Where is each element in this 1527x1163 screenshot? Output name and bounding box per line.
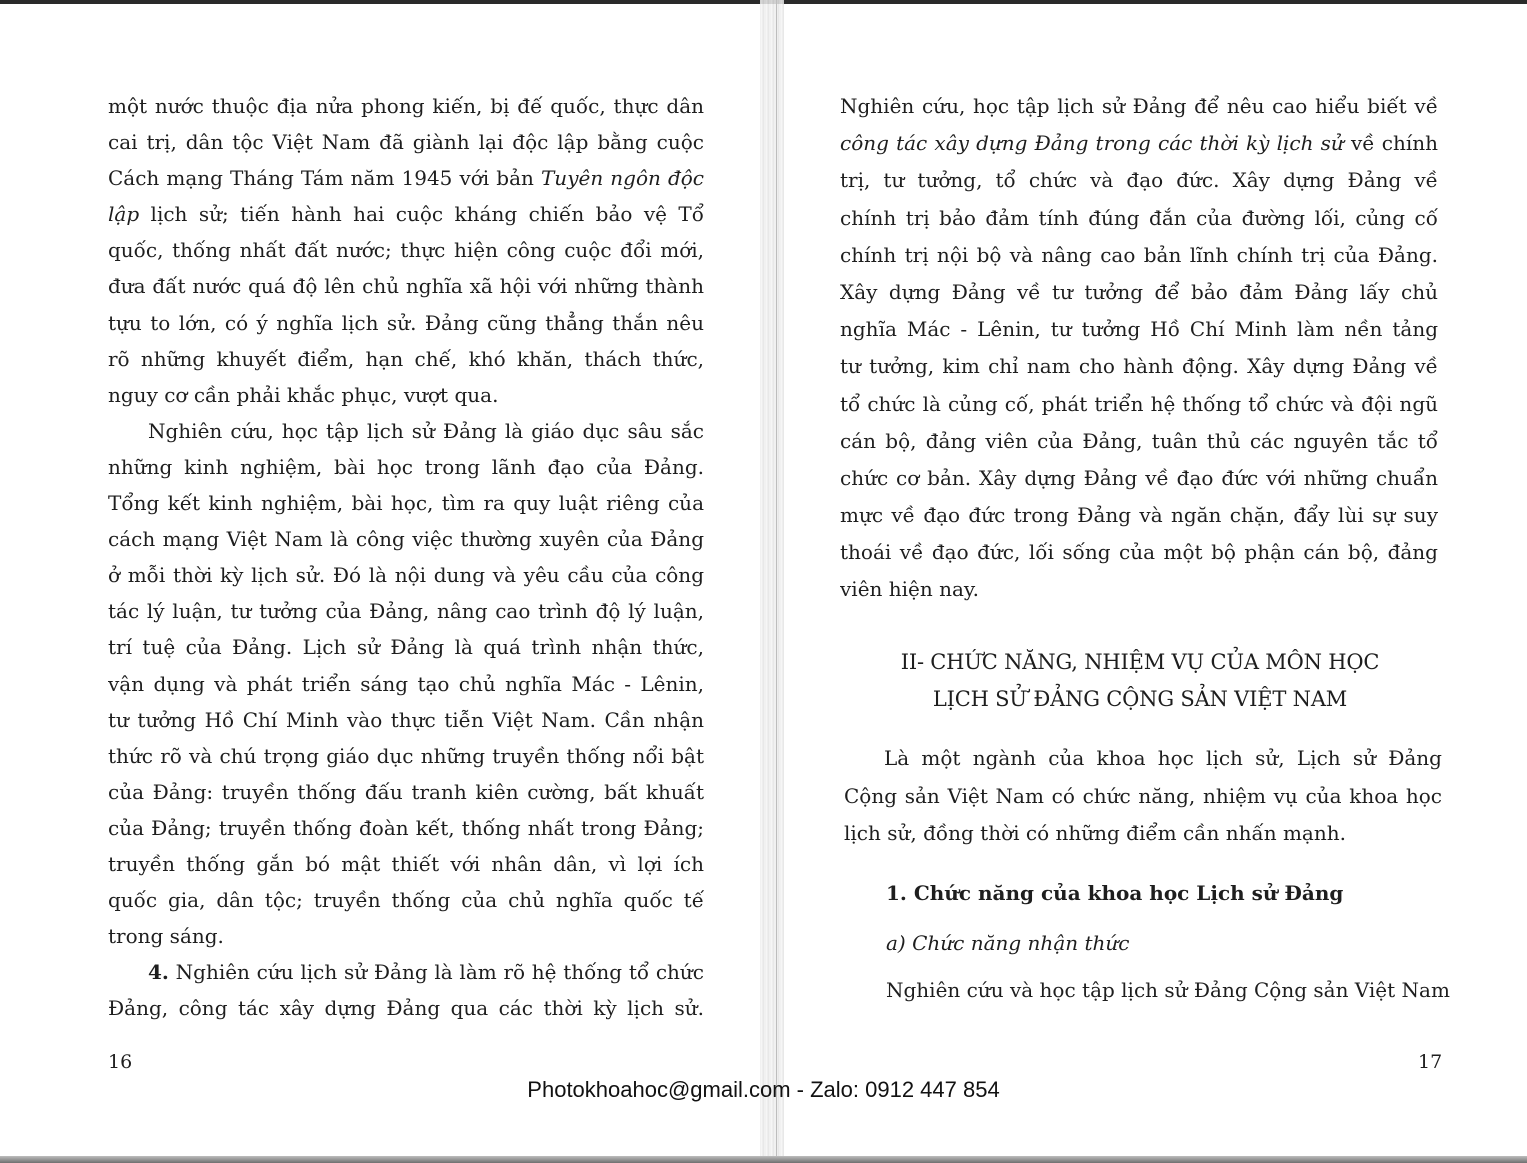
item-text: Nghiên cứu lịch sử Đảng là làm rõ hệ thống tổ chức <box>175 960 704 985</box>
contact-watermark: Photokhoahoc@gmail.com - Zalo: 0912 447 854 <box>527 1077 1000 1102</box>
italic-title: Tuyên ngôn độc <box>540 166 704 191</box>
text-line: Nghiên cứu và học tập lịch sử Đảng Cộng sản Việt Nam <box>886 978 1450 1002</box>
text-line: ở mỗi thời kỳ lịch sử. Đó là nội dung và yêu cầu của công <box>108 563 704 588</box>
text-line: chính trị nội bộ và nâng cao bản lĩnh chính trị của Đảng. <box>840 242 1438 267</box>
subheading: 1. Chức năng của khoa học Lịch sử Đảng <box>886 881 1344 905</box>
right-page <box>840 88 1438 609</box>
text-line: nghĩa Mác - Lênin, tư tưởng Hồ Chí Minh làm nền tảng <box>840 317 1438 342</box>
text-line: của Đảng; truyền thống đoàn kết, thống nhất trong Đảng; <box>108 815 704 840</box>
italic-phrase: công tác xây dựng Đảng trong các thời kỳ lịch sử <box>840 131 1344 156</box>
text-line: chính trị bảo đảm tính đúng đắn của đường lối, củng cố <box>840 205 1438 230</box>
text-line: truyền thống gắn bó mật thiết với nhân dân, vì lợi ích <box>108 851 704 876</box>
text-line: lịch sử, đồng thời có những điểm cần nhấn mạnh. <box>844 821 1346 845</box>
gutter-fold-line <box>776 0 777 1163</box>
text-line: tựu to lớn, có ý nghĩa lịch sử. Đảng cũng thẳng thắn nêu <box>108 310 704 335</box>
page-number-right: 17 <box>1418 1051 1443 1073</box>
text-line: mực về đạo đức trong Đảng và ngăn chặn, đẩy lùi sự suy <box>840 503 1438 528</box>
text-line: cai trị, dân tộc Việt Nam đã giành lại độc lập bằng cuộc <box>108 130 704 155</box>
left-page <box>108 88 704 1026</box>
text-line: tổ chức là củng cố, phát triển hệ thống tổ chức và đội ngũ <box>840 391 1438 416</box>
page-number-left: 16 <box>108 1051 133 1073</box>
text-line: Xây dựng Đảng về tư tưởng để bảo đảm Đảng lấy chủ <box>840 279 1438 304</box>
section-heading-line-1: II- CHỨC NĂNG, NHIỆM VỤ CỦA MÔN HỌC <box>900 650 1380 674</box>
section-heading-line-2: LỊCH SỬ ĐẢNG CỘNG SẢN VIỆT NAM <box>932 687 1348 711</box>
text-line: Đảng, công tác xây dựng Đảng qua các thời kỳ lịch sử. <box>108 996 704 1021</box>
text-line: Là một ngành của khoa học lịch sử, Lịch sử Đảng <box>884 746 1442 770</box>
text-line: thức rõ và chú trọng giáo dục những truyền thống nổi bật <box>108 743 704 768</box>
item-number: 4. <box>148 960 169 985</box>
text-line: Tổng kết kinh nghiệm, bài học, tìm ra quy luật riêng của <box>108 491 704 516</box>
text-line: trí tuệ của Đảng. Lịch sử Đảng là quá trình nhận thức, <box>108 635 704 660</box>
text-line: quốc, thống nhất đất nước; thực hiện công cuộc đổi mới, <box>108 238 704 263</box>
italic-phrase-tail: về chính <box>1343 131 1438 156</box>
text-line: trị, tư tưởng, tổ chức và đạo đức. Xây dựng Đảng về <box>840 168 1438 193</box>
scan-bottom-edge <box>0 1156 1527 1163</box>
text-line: Cộng sản Việt Nam có chức năng, nhiệm vụ của khoa học <box>844 783 1442 808</box>
text-line: lập lịch sử; tiến hành hai cuộc kháng chiến bảo vệ Tổ <box>108 202 704 227</box>
text-line: trong sáng. <box>108 924 224 949</box>
text-line: tác lý luận, tư tưởng của Đảng, nâng cao trình độ lý luận, <box>108 599 704 624</box>
text-line: của Đảng: truyền thống đấu tranh kiên cường, bất khuất <box>108 779 704 804</box>
section-heading <box>840 644 1440 718</box>
text-line: một nước thuộc địa nửa phong kiến, bị đế quốc, thực dân <box>108 94 704 118</box>
italic-title-end: lập <box>108 202 140 227</box>
text-line: Nghiên cứu, học tập lịch sử Đảng để nêu cao hiểu biết về <box>840 94 1438 118</box>
text-line: Cách mạng Tháng Tám năm 1945 với bản Tuyên ngôn độc <box>108 166 704 191</box>
subsubheading: a) Chức năng nhận thức <box>886 931 1130 955</box>
text-line: quốc gia, dân tộc; truyền thống của chủ nghĩa quốc tế <box>108 888 704 913</box>
text-line: cán bộ, đảng viên của Đảng, tuân thủ các nguyên tắc tổ <box>840 428 1438 453</box>
text-line: tư tưởng, kim chỉ nam cho hành động. Xây dựng Đảng về <box>840 354 1438 379</box>
text-line: rõ những khuyết điểm, hạn chế, khó khăn, thách thức, <box>108 346 704 371</box>
text-line: viên hiện nay. <box>840 577 979 602</box>
text-line <box>108 954 704 990</box>
text-line: vận dụng và phát triển sáng tạo chủ nghĩa Mác - Lênin, <box>108 671 704 696</box>
text-line: thoái về đạo đức, lối sống của một bộ phận cán bộ, đảng <box>840 540 1438 565</box>
text-line <box>840 125 1438 162</box>
text-line: Nghiên cứu, học tập lịch sử Đảng là giáo dục sâu sắc <box>148 418 704 443</box>
text-line: tư tưởng Hồ Chí Minh vào thực tiễn Việt Nam. Cần nhận <box>108 707 704 732</box>
text-line: những kinh nghiệm, bài học trong lãnh đạo của Đảng. <box>108 454 704 479</box>
text-line: chức cơ bản. Xây dựng Đảng về đạo đức với những chuẩn <box>840 465 1438 490</box>
text-line: nguy cơ cần phải khắc phục, vượt qua. <box>108 382 499 407</box>
text-line: cách mạng Việt Nam là công việc thường xuyên của Đảng <box>108 527 704 552</box>
intro-paragraph <box>844 740 1442 853</box>
text-line: đưa đất nước quá độ lên chủ nghĩa xã hội với những thành <box>108 274 704 299</box>
book-gutter <box>760 0 784 1163</box>
